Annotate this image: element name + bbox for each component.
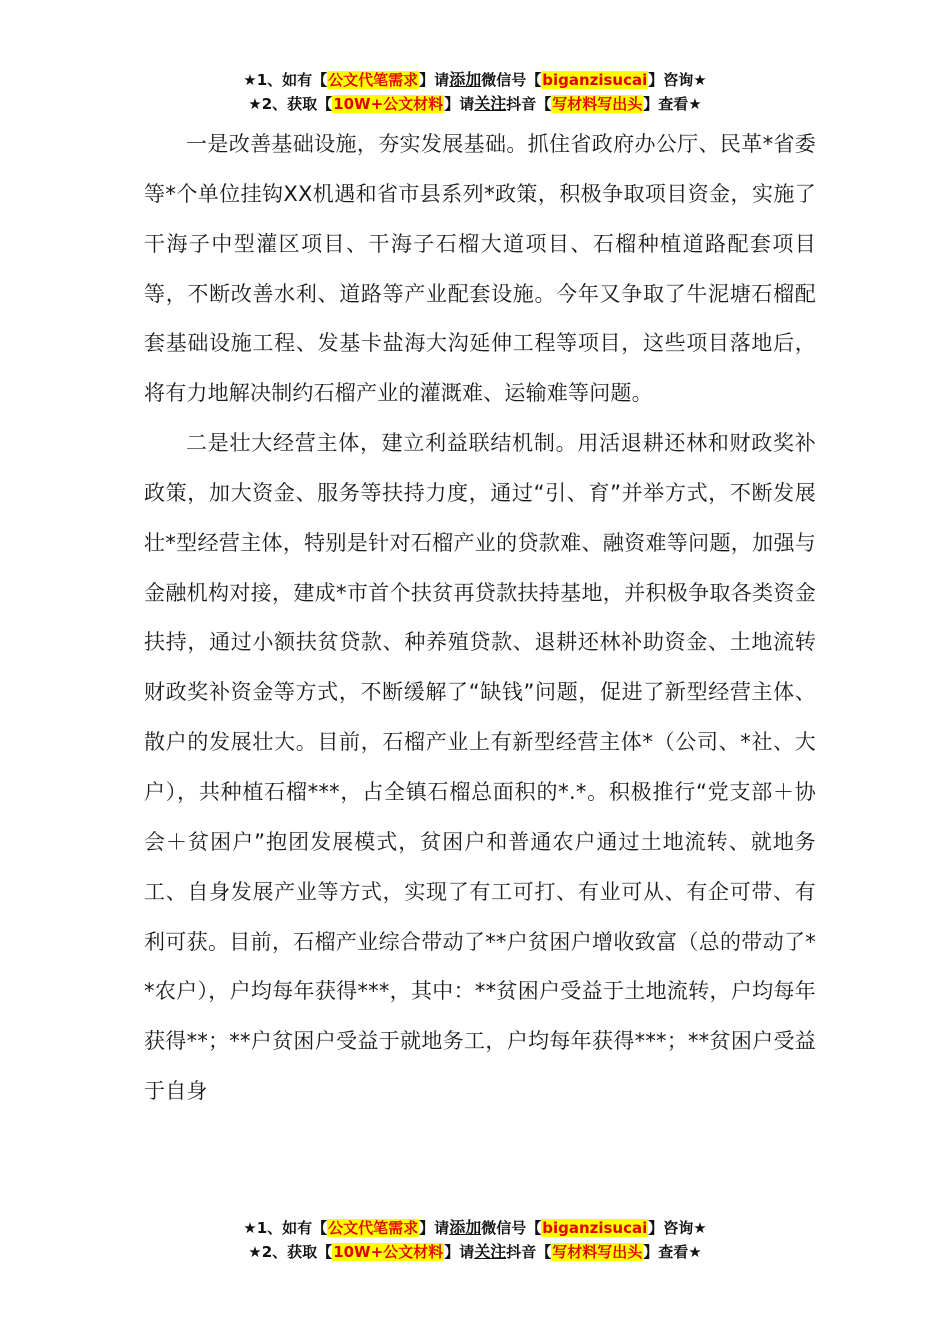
promo-footer-line-1-prefix: ★1、如有【 [243, 1219, 328, 1237]
document-body [144, 120, 816, 1117]
promo-footer-line-1 [0, 1216, 950, 1240]
promo-header [0, 68, 950, 116]
promo-line-2 [0, 92, 950, 116]
promo-footer-line-1-suffix: 】咨询★ [648, 1219, 707, 1237]
promo-line-1 [0, 68, 950, 92]
promo-emphasis-add: 添加 [449, 70, 482, 89]
promo-highlight-service: 公文代笔需求 [328, 71, 419, 89]
promo-footer-line-2-suffix: 】查看★ [643, 1243, 702, 1261]
promo-footer-highlight-wechat-id: biganzisucai [542, 1219, 648, 1237]
promo-line-1-suffix: 】咨询★ [648, 71, 707, 89]
promo-footer [0, 1216, 950, 1264]
paragraph-business-entities: 二是壮大经营主体，建立利益联结机制。用活退耕还林和财政奖补政策，加大资金、服务等扶持力度，通过“引、育”并举方式，不断发展壮*型经营主体，特别是针对石榴产业的贷款难、融资难等问题，加强与金融机构对接，建成*市首个扶贫再贷款扶持基地，并积极争取各类资金扶持，通过小额扶贫贷款、种养殖贷款、退耕还林补助资金、土地流转财政奖补资金等方式，不断缓解了“缺钱”问题，促进了新型经营主体、散户的发展壮大。目前，石榴产业上有新型经营主体*（公司、*社、大户），共种植石榴***，占全镇石榴总面积的*.*。积极推行“党支部＋协会＋贫困户”抱团发展模式，贫困户和普通农户通过土地流转、就地务工、自身发展产业等方式，实现了有工可打、有业可从、有企可带、有利可获。目前，石榴产业综合带动了**户贫困户增收致富（总的带动了**农户），户均每年获得***，其中：**贫困户受益于土地流转，户均每年获得**；**户贫困户受益于就地务工，户均每年获得***；**贫困户受益于自身 [144, 431, 816, 1104]
promo-highlight-douyin: 写材料写出头 [552, 95, 643, 113]
promo-footer-emphasis-follow: 关注 [474, 1242, 507, 1261]
promo-footer-highlight-service: 公文代笔需求 [328, 1219, 419, 1237]
promo-footer-emphasis-add: 添加 [449, 1218, 482, 1237]
promo-line-2-prefix: ★2、获取【 [248, 95, 333, 113]
promo-line-2-mid: 】请 [444, 95, 475, 113]
promo-footer-line-2-mid: 】请 [444, 1243, 475, 1261]
promo-line-2-suffix: 】查看★ [643, 95, 702, 113]
paragraph-infrastructure: 一是改善基础设施，夯实发展基础。抓住省政府办公厅、民革*省委等*个单位挂钩XX机遇和省市县系列*政策，积极争取项目资金，实施了干海子中型灌区项目、干海子石榴大道项目、石榴种植道路配套项目等，不断改善水利、道路等产业配套设施。今年又争取了牛泥塘石榴配套基础设施工程、发基卡盐海大沟延伸工程等项目，这些项目落地后，将有力地解决制约石榴产业的灌溉难、运输难等问题。 [144, 132, 816, 406]
promo-footer-line-2 [0, 1240, 950, 1264]
promo-footer-line-1-mid2: 微信号【 [481, 1219, 542, 1237]
promo-emphasis-follow: 关注 [474, 94, 507, 113]
promo-line-1-mid: 】请 [419, 71, 450, 89]
promo-highlight-materials: 10W+公文材料 [333, 95, 444, 113]
promo-footer-line-2-prefix: ★2、获取【 [248, 1243, 333, 1261]
promo-line-2-mid2: 抖音【 [506, 95, 552, 113]
promo-line-1-mid2: 微信号【 [481, 71, 542, 89]
promo-highlight-wechat-id: biganzisucai [542, 71, 648, 89]
promo-line-1-prefix: ★1、如有【 [243, 71, 328, 89]
promo-footer-line-2-mid2: 抖音【 [506, 1243, 552, 1261]
promo-footer-highlight-douyin: 写材料写出头 [552, 1243, 643, 1261]
promo-footer-highlight-materials: 10W+公文材料 [333, 1243, 444, 1261]
promo-footer-line-1-mid: 】请 [419, 1219, 450, 1237]
